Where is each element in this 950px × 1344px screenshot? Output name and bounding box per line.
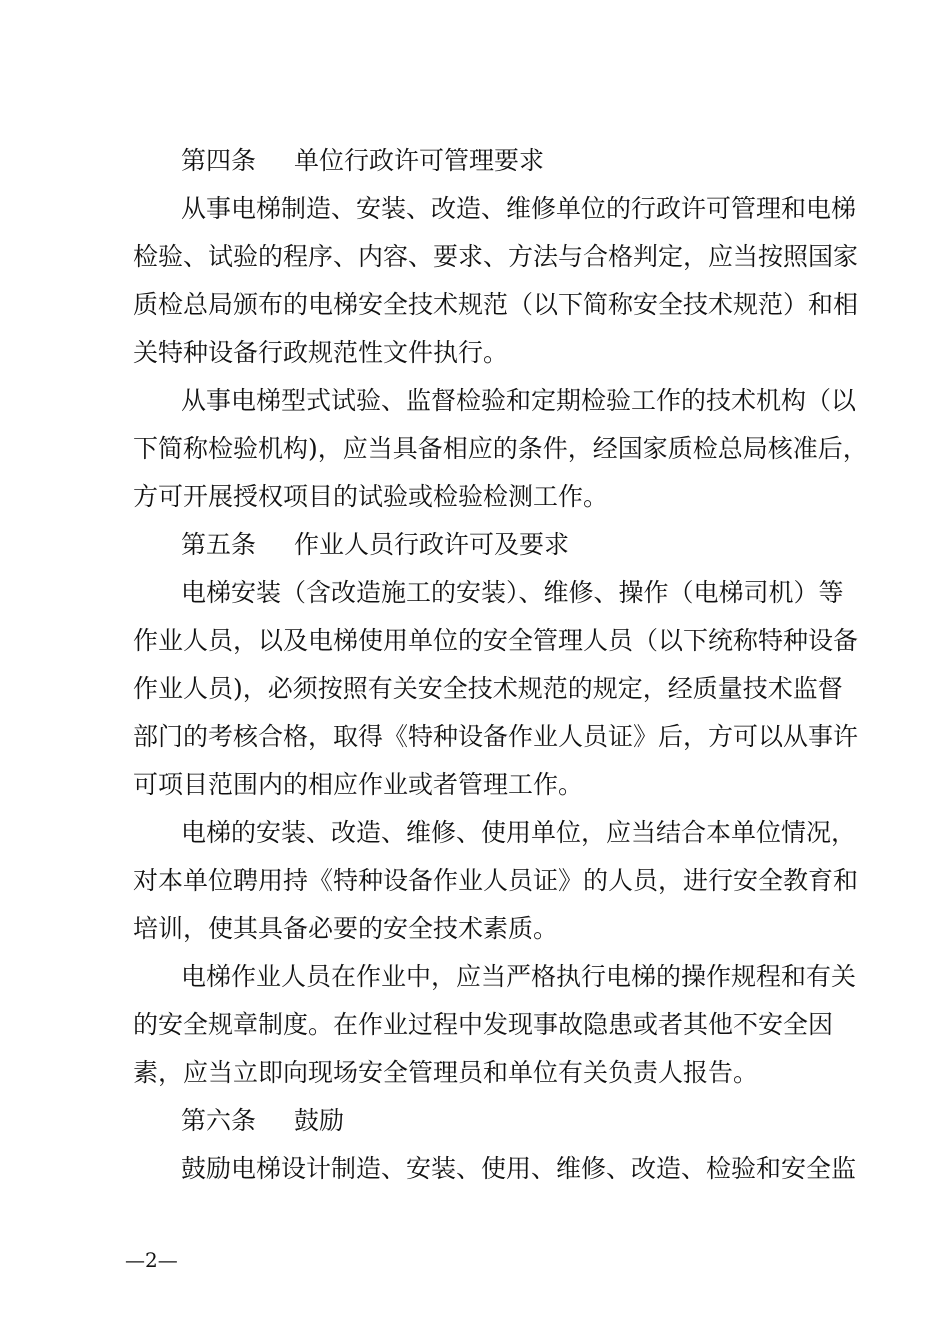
paragraph-line: 从事电梯型式试验、监督检验和定期检验工作的技术机构（以 xyxy=(181,386,857,415)
paragraph-line: 关特种设备行政规范性文件执行。 xyxy=(133,338,509,367)
article-heading xyxy=(181,530,569,560)
paragraph-line: 电梯的安装、改造、维修、使用单位，应当结合本单位情况， xyxy=(181,818,857,847)
paragraph-line: 可项目范围内的相应作业或者管理工作。 xyxy=(133,770,584,799)
paragraph-line: 培训，使其具备必要的安全技术素质。 xyxy=(133,914,559,943)
paragraph-line: 从事电梯制造、安装、改造、维修单位的行政许可管理和电梯 xyxy=(181,194,857,223)
paragraph-line: 电梯安装（含改造施工的安装）、维修、操作（电梯司机）等 xyxy=(181,578,844,607)
paragraph-line: 方可开展授权项目的试验或检验检测工作。 xyxy=(133,482,609,511)
paragraph-line: 作业人员)，必须按照有关安全技术规范的规定，经质量技术监督 xyxy=(133,674,843,703)
article-title: 作业人员行政许可及要求 xyxy=(294,530,570,559)
article-heading xyxy=(181,1106,344,1136)
page-number: —2— xyxy=(125,1248,178,1272)
article-heading xyxy=(181,146,544,176)
paragraph-line: 鼓励电梯设计制造、安装、使用、维修、改造、检验和安全监 xyxy=(181,1154,857,1183)
paragraph-line: 质检总局颁布的电梯安全技术规范（以下简称安全技术规范）和相 xyxy=(133,290,859,319)
paragraph-line: 部门的考核合格，取得《特种设备作业人员证》后，方可以从事许 xyxy=(133,722,859,751)
paragraph-line: 对本单位聘用持《特种设备作业人员证》的人员，进行安全教育和 xyxy=(133,866,859,895)
paragraph-line: 检验、试验的程序、内容、要求、方法与合格判定，应当按照国家 xyxy=(133,242,859,271)
article-number: 第六条 xyxy=(181,1106,257,1135)
paragraph-line: 电梯作业人员在作业中，应当严格执行电梯的操作规程和有关 xyxy=(181,962,857,991)
article-title: 鼓励 xyxy=(294,1106,345,1135)
article-number: 第五条 xyxy=(181,530,257,559)
paragraph-line: 素，应当立即向现场安全管理员和单位有关负责人报告。 xyxy=(133,1058,759,1087)
paragraph-line: 下简称检验机构)，应当具备相应的条件，经国家质检总局核准后， xyxy=(133,434,868,463)
article-number: 第四条 xyxy=(181,146,257,175)
article-title: 单位行政许可管理要求 xyxy=(294,146,545,175)
paragraph-line: 的安全规章制度。在作业过程中发现事故隐患或者其他不安全因 xyxy=(133,1010,834,1039)
paragraph-line: 作业人员，以及电梯使用单位的安全管理人员（以下统称特种设备 xyxy=(133,626,859,655)
